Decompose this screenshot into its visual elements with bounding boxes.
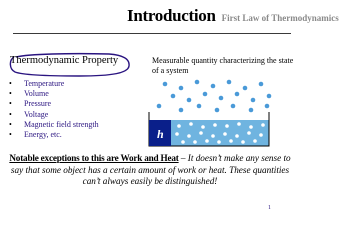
liquid-molecule bbox=[249, 125, 253, 129]
vapor-molecule bbox=[231, 104, 236, 109]
liquid-molecule bbox=[229, 139, 233, 143]
list-item bbox=[9, 110, 99, 120]
vapor-molecule bbox=[265, 104, 270, 109]
list-item bbox=[9, 89, 99, 99]
vapor-molecule bbox=[211, 84, 216, 89]
liquid-molecule bbox=[205, 139, 209, 143]
vapor-molecule bbox=[259, 82, 264, 87]
vapor-molecule bbox=[243, 86, 248, 91]
slide-title bbox=[127, 6, 339, 26]
list-item-text: Voltage bbox=[24, 109, 49, 119]
list-item-text: Pressure bbox=[24, 99, 52, 109]
vapor-molecule bbox=[187, 98, 192, 103]
property-heading bbox=[9, 53, 129, 76]
property-list bbox=[9, 79, 99, 140]
vapor-molecule bbox=[179, 108, 184, 113]
liquid-molecule bbox=[223, 132, 227, 136]
bullet-icon: • bbox=[9, 99, 12, 109]
list-item bbox=[9, 79, 99, 89]
liquid-vapor-diagram bbox=[129, 76, 279, 152]
height-label: h bbox=[157, 127, 164, 141]
list-item-text: Temperature bbox=[24, 79, 65, 88]
liquid-molecule bbox=[211, 134, 215, 138]
vapor-molecule bbox=[235, 92, 240, 97]
vapor-molecule bbox=[251, 98, 256, 103]
vapor-molecule bbox=[157, 104, 162, 109]
bullet-icon: • bbox=[9, 109, 12, 119]
bullet-icon: • bbox=[9, 79, 12, 88]
list-item-text: Magnetic field strength bbox=[24, 119, 99, 129]
liquid-molecule bbox=[193, 140, 197, 144]
liquid-molecule bbox=[241, 140, 245, 144]
bullet-icon: • bbox=[9, 130, 12, 140]
liquid-molecule bbox=[187, 134, 191, 138]
vapor-molecule bbox=[219, 96, 224, 101]
exceptions-lead: Notable exceptions to this are Work and Heat bbox=[9, 153, 179, 163]
liquid-molecule bbox=[235, 134, 239, 138]
exceptions-paragraph bbox=[4, 153, 296, 188]
list-item-text: Energy, etc. bbox=[24, 130, 62, 140]
list-item bbox=[9, 120, 99, 130]
subtitle-text: First Law of Thermodynamics bbox=[221, 13, 339, 23]
list-item-text: Volume bbox=[24, 89, 49, 99]
vapor-molecule bbox=[227, 80, 232, 85]
vapor-molecule bbox=[163, 82, 168, 87]
liquid-molecule bbox=[199, 131, 203, 135]
definition-text: Measurable quantity characterizing the state of a system bbox=[152, 56, 294, 75]
list-item bbox=[9, 99, 99, 109]
liquid-molecule bbox=[201, 125, 205, 129]
liquid-molecule bbox=[213, 123, 217, 127]
vapor-molecule bbox=[249, 108, 254, 113]
title-rule bbox=[13, 33, 291, 34]
bullet-icon: • bbox=[9, 119, 12, 129]
liquid-molecule bbox=[217, 140, 221, 144]
vapor-molecule bbox=[215, 108, 220, 113]
exceptions-rest: – It doesn’t make any sense to say that some object has a certain amount of work or heat. These quantities can’t always easily be distinguished! bbox=[10, 153, 291, 187]
list-item bbox=[9, 130, 99, 140]
liquid-molecule bbox=[261, 123, 265, 127]
vapor-molecule bbox=[195, 80, 200, 85]
liquid-molecule bbox=[259, 133, 263, 137]
liquid-molecule bbox=[181, 140, 185, 144]
liquid-molecule bbox=[177, 124, 181, 128]
heading-text: Thermodynamic Property bbox=[10, 55, 119, 66]
bullet-icon: • bbox=[9, 89, 12, 99]
liquid-molecule bbox=[189, 122, 193, 126]
title-text: Introduction bbox=[127, 6, 216, 25]
liquid-molecule bbox=[247, 131, 251, 135]
vapor-molecule bbox=[203, 92, 208, 97]
liquid-molecule bbox=[225, 124, 229, 128]
liquid-molecule bbox=[253, 139, 257, 143]
page-number: 1 bbox=[268, 205, 271, 211]
vapor-molecule bbox=[197, 104, 202, 109]
liquid-molecule bbox=[175, 132, 179, 136]
vapor-molecule bbox=[179, 86, 184, 91]
vapor-molecule bbox=[267, 94, 272, 99]
vapor-molecule bbox=[171, 94, 176, 99]
liquid-molecule bbox=[237, 122, 241, 126]
